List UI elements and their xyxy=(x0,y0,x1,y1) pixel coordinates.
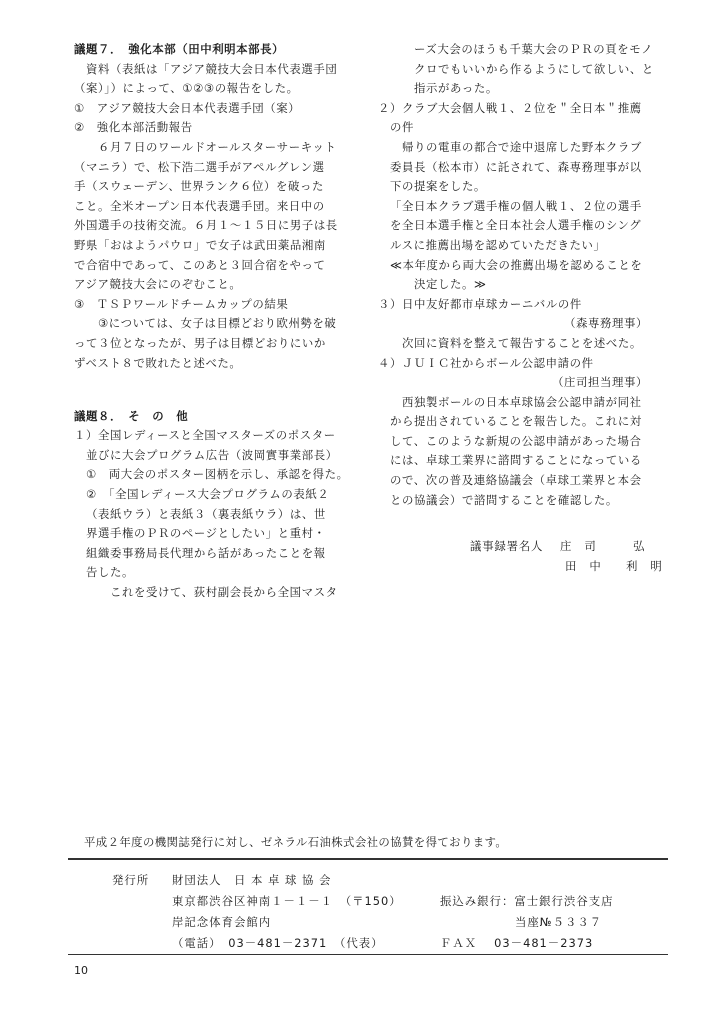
left-column-line: 資料（表紙は「アジア競技大会日本代表選手団 xyxy=(86,61,338,76)
publisher-building: 岸記念体育会館内 xyxy=(172,915,272,929)
publisher-bank: 振込み銀行：富士銀行渋谷支店 xyxy=(440,894,614,908)
right-column-line: 委員長（松本市）に託されて、森専務理事が以 xyxy=(390,159,642,174)
left-column-line: 界選手権のＰＲのページとしたい」と重村・ xyxy=(86,526,326,541)
right-column-line: 決定した。≫ xyxy=(414,277,487,292)
right-column-line: ２）クラブ大会個人戦１、２位を＂全日本＂推薦 xyxy=(378,100,642,115)
right-column-line: 指示があった。 xyxy=(414,81,498,96)
left-column-spacer xyxy=(74,373,362,393)
right-column-line: 下の提案をした。 xyxy=(390,179,486,194)
publisher-account: 当座№５３３７ xyxy=(515,915,603,929)
footer-bottom-rule xyxy=(68,954,668,955)
left-column-line: って３位となったが、男子は目標どおりにいか xyxy=(74,335,326,350)
right-column-line: ３）日中友好都市卓球カーニバルの件 xyxy=(378,296,582,311)
left-column-line: 告した。 xyxy=(86,565,134,580)
right-column-line: （森専務理事） xyxy=(564,316,648,331)
right-column-line: して、このような新規の公認申請があった場合 xyxy=(390,433,642,448)
right-column-line: ４）ＪＵＩＣ社からボール公認申請の件 xyxy=(378,355,594,370)
left-column-line: で合宿中であって、このあと３回合宿をやって xyxy=(74,257,326,272)
left-column-line: アジア競技大会にのぞむこと。 xyxy=(74,277,242,292)
publisher-address: 東京都渋谷区神南１－１－１ （〒150） xyxy=(172,894,402,908)
sponsor-note: 平成２年度の機関誌発行に対し、ゼネラル石油株式会社の協賛を得ております。 xyxy=(84,835,508,849)
left-column-line: ② 「全国レディース大会プログラムの表紙２ xyxy=(86,487,330,502)
right-column-line: を全日本選手権と全日本社会人選手権のシング xyxy=(390,218,642,233)
right-column-line: から提出されていることを報告した。これに対 xyxy=(390,414,642,429)
publisher-tel: （電話） 03－481－2371 （代表） xyxy=(172,936,384,950)
footer-top-rule xyxy=(68,858,668,860)
left-column-line: ① アジア競技大会日本代表選手団（案） xyxy=(74,100,301,115)
left-column-spacer xyxy=(74,393,362,407)
left-column-line: （表紙ウラ）と表紙３（裏表紙ウラ）は、世 xyxy=(86,506,326,521)
right-column-line: 西独製ボールの日本卓球協会公認申請が同社 xyxy=(402,394,642,409)
signature-signer-2: 田 中 利 明 xyxy=(565,559,663,573)
left-column-line: 外国選手の技術交流。６月１～１５日に男子は長 xyxy=(74,218,338,233)
right-column xyxy=(378,40,660,510)
right-column-line: （庄司担当理事） xyxy=(552,375,648,390)
left-column-line: ① 両大会のポスター図柄を示し、承認を得た。 xyxy=(86,467,349,482)
left-column-line: ③については、女子は目標どおり欧州勢を破 xyxy=(98,316,337,331)
signature-signer-1: 庄 司 弘 xyxy=(560,539,646,553)
right-column-line: ので、次の普及連絡協議会（卓球工業界と本会 xyxy=(390,473,642,488)
left-column-line: １）全国レディースと全国マスターズのポスター xyxy=(74,428,336,443)
left-column-line: 野県「おはようパウロ」で女子は武田薬品湘南 xyxy=(74,237,326,252)
right-column-line: ーズ大会のほうも千葉大会のＰＲの頁をモノ xyxy=(414,42,654,56)
page-number: 10 xyxy=(74,964,88,977)
right-column-line: クロでもいいから作るようにして欲しい、と xyxy=(414,61,654,76)
left-column-line: これを受けて、荻村副会長から全国マスタ xyxy=(110,585,338,600)
publisher-fax: ＦＡＸ 03－481－2373 xyxy=(440,936,594,950)
left-column-line: ② 強化本部活動報告 xyxy=(74,120,193,135)
left-column-line: ③ ＴＳＰワールドチームカップの結果 xyxy=(74,296,289,311)
right-column-line: 次回に資料を整えて報告することを述べた。 xyxy=(402,335,642,350)
signature-label: 議事録署名人 xyxy=(470,539,544,553)
left-column-line: 組織委事務局長代理から話があったことを報 xyxy=(86,545,326,560)
left-column-line: こと。全米オープン日本代表選手団。来日中の xyxy=(74,198,325,213)
right-column-line: 帰りの電車の都合で途中退席した野本クラブ xyxy=(402,139,642,154)
left-column-line: ずベスト８で敗れたと述べた。 xyxy=(74,355,242,370)
right-column-line: ≪本年度から両大会の推薦出場を認めることを xyxy=(390,257,643,272)
left-column-line: ６月７日のワールドオールスターサーキット xyxy=(98,139,337,154)
right-column-line: 「全日本クラブ選手権の個人戦１、２位の選手 xyxy=(390,198,642,213)
left-column-line: 手（スウェーデン、世界ランク６位）を破った xyxy=(74,179,324,194)
left-column-line: 並びに大会プログラム広告（波岡實事業部長） xyxy=(86,447,338,462)
right-column-line: には、卓球工業界に諮問することになっている xyxy=(390,453,642,468)
left-column-line: （案）」）によって、①②③の報告をした。 xyxy=(74,81,299,96)
right-column-line: との協議会）で諮問することを確認した。 xyxy=(390,492,618,507)
right-column-line: ルスに推薦出場を認めていただきたい」 xyxy=(390,237,606,252)
publisher-org: 財団法人 日 本 卓 球 協 会 xyxy=(172,873,332,887)
right-column-line: の件 xyxy=(390,120,414,135)
left-column xyxy=(74,40,362,603)
left-column-line: （マニラ）で、松下浩二選手がアペルグレン選 xyxy=(74,159,325,174)
publisher-label: 発行所 xyxy=(112,873,150,887)
left-column-line: 議題８． そ の 他 xyxy=(74,408,189,423)
left-column-line: 議題７． 強化本部（田中利明本部長） xyxy=(74,42,285,56)
